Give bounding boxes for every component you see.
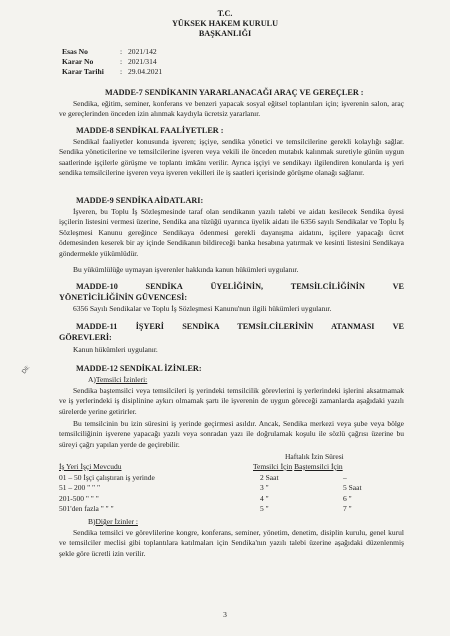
madde-11-title: MADDE-11 İŞYERİ SENDİKA TEMSİLCİLERİNİN ATANMASI VE [76, 322, 404, 331]
table-cell: 5 Saat [343, 483, 362, 493]
table-header-workers: İş Yeri İşçi Mevcudu [59, 462, 122, 471]
table-header-rep: Temsilci İçin Baştemsilci İçin [253, 462, 343, 471]
table-header-head-rep: Baştemsilci İçin [294, 462, 343, 471]
madde-12-sub-a: A)Temsilci İzinleri: [88, 375, 148, 384]
header-presidency: BAŞKANLIĞI [198, 29, 252, 38]
page-number: 3 [223, 610, 227, 619]
table-cell: 7 " [343, 504, 352, 514]
madde-11-title-line2: GÖREVLERİ: [59, 333, 112, 342]
table-cell: 5 " [260, 504, 269, 514]
diger-izinler-heading: Diğer İzinler : [95, 517, 138, 526]
table-cell: 6 " [343, 493, 352, 503]
table-row: 501'den fazla " " " [59, 504, 114, 514]
table-col-rep [260, 473, 279, 515]
madde-10-title: MADDE-10 SENDİKA ÜYELİĞİNİN, TEMSİLCİLİĞİNİN VE [76, 282, 404, 291]
madde-7-body: Sendika, eğitim, seminer, konferans ve benzeri yapacak sosyal eğitsel toplantıları için; işverenin salon, araç ve gereçlerinden önceden izin alınmak kaydıyla ücretsiz yararlanır. [59, 99, 404, 119]
madde-11-body: Kanun hükümleri uygulanır. [73, 345, 158, 354]
karar-label: Karar No [62, 57, 94, 66]
header-tc: T.C. [217, 9, 233, 18]
madde-9-body: İşveren, bu Toplu İş Sözleşmesinde taraf olan sendikanın yazılı talebi ve aidatı kesilecek Sendika üyesi işçilerin listesini vermesi üzerine, Sendika ana tüzüğü uyarınca üyelik aidatı ile 6356 sayılı Sendikalar ve Toplu İş Sözleşmesi Kanunu gereğince Sendikaya ödenmesi gerekli dayanışma aidatını, işçilere yapacağı ücret ödemesinden keserek bir ay içinde Sendikanın bildireceği banka hesabına yatırmak ve kesinti listesini Sendikaya göndermekle yükümlüdür. [59, 207, 404, 258]
tarih-label: Karar Tarihi [62, 67, 104, 76]
table-row: 01 – 50 İşçi çalıştıran iş yerinde [59, 473, 155, 482]
table-cell: 2 Saat [260, 473, 279, 482]
table-row: 51 – 200 " " " [59, 483, 101, 493]
table-cell: 3 " [260, 483, 269, 493]
esas-value: 2021/142 [128, 47, 157, 56]
madde-12-body-2: Bu temsilcinin bu izin süresini iş yerinde geçirmesi asıldır. Ancak, Sendika merkezi veya şube veya bölge temsilciliğinin işverene yapacağı yazılı veya sonradan yazı ile doğrulamak koşulu ile sözlü çağrısı üzerine bu süreyi çağrı yapılan yerde de geçirebilir. [59, 419, 404, 449]
table-cell: – [343, 473, 347, 482]
madde-10-title-line2: YÖNETİCİLİĞİNİN GÜVENCESİ: [59, 293, 188, 302]
temsilci-izinleri-heading: Temsilci İzinleri: [95, 375, 148, 384]
header-court: YÜKSEK HAKEM KURULU [172, 19, 278, 28]
table-row: 201-500 " " " [59, 493, 99, 503]
madde-10-body: 6356 Sayılı Sendikalar ve Toplu İş Sözleşmesi Kanunu'nun ilgili hükümleri uygulanır. [73, 304, 332, 313]
madde-9-title: MADDE-9 SENDİKA AİDATLARI: [76, 196, 204, 205]
table-col-workers [59, 473, 155, 515]
margin-handwritten-note: Dil: [21, 364, 32, 376]
esas-label: Esas No [62, 47, 88, 56]
madde-8-title: MADDE-8 SENDİKAL FAALİYETLER : [76, 126, 224, 135]
table-col-head-rep [343, 473, 362, 515]
madde-12-sub-b: B)Diğer İzinler : [88, 517, 138, 526]
madde-8-body: Sendikal faaliyetler konusunda işveren; işçiye, sendika yönetici ve temsilcilerine gerekli kolaylığı sağlar. Sendika yöneticilerine ve temsilcilerine işveren veya vekili ile önceden mutabık kalınmak suretiyle günün uygun saatlerinde işçilerle görüşme ve toplantı imkânı verilir. Ayrıca işçiyi ve sendikayı ilgilendiren konularda iş yeri sendika temsilcilerine işveren veya işveren vekilleri ile iş saatleri içerisinde görüşme olanağı sağlanır. [59, 137, 404, 178]
madde-12-title: MADDE-12 SENDİKAL İZİNLER: [76, 364, 202, 373]
madde-9-note: Bu yükümlülüğe uymayan işverenler hakkında kanun hükümleri uygulanır. [73, 265, 299, 274]
karar-value: 2021/314 [128, 57, 157, 66]
madde-12-body-1: Sendika baştemsilci veya temsilcileri iş yerindeki temsilcilik görevlerini iş yerlerindeki işlerini aksatmamak ve iş yerlerindeki iş disiplinine aykırı olmamak şartı ile işverenin de uygun göreceği zamanlarda aşağıdaki yazılı sürelerde yerine getirirler. [59, 386, 404, 416]
madde-7-title: MADDE-7 SENDİKANIN YARARLANACAĞI ARAÇ VE GEREÇLER : [105, 88, 364, 97]
weekly-leave-title: Haftalık İzin Süresi [285, 452, 344, 461]
madde-12-body-3: Sendika temsilci ve görevlilerine kongre, konferans, seminer, yönetim, denetim, disiplin kurulu, genel kurul ve temsilciler meclisi gibi toplantılara katılmaları için Sendika'nın yazılı talebi üzerine aşağıdaki düzenlenmiş şekle göre ücretli izin verilir. [59, 528, 404, 558]
table-cell: 4 " [260, 493, 269, 503]
case-meta: Esas No : 2021/142 Karar No : 2021/314 Karar Tarihi : 29.04.2021 [62, 47, 163, 76]
tarih-value: 29.04.2021 [128, 67, 163, 76]
